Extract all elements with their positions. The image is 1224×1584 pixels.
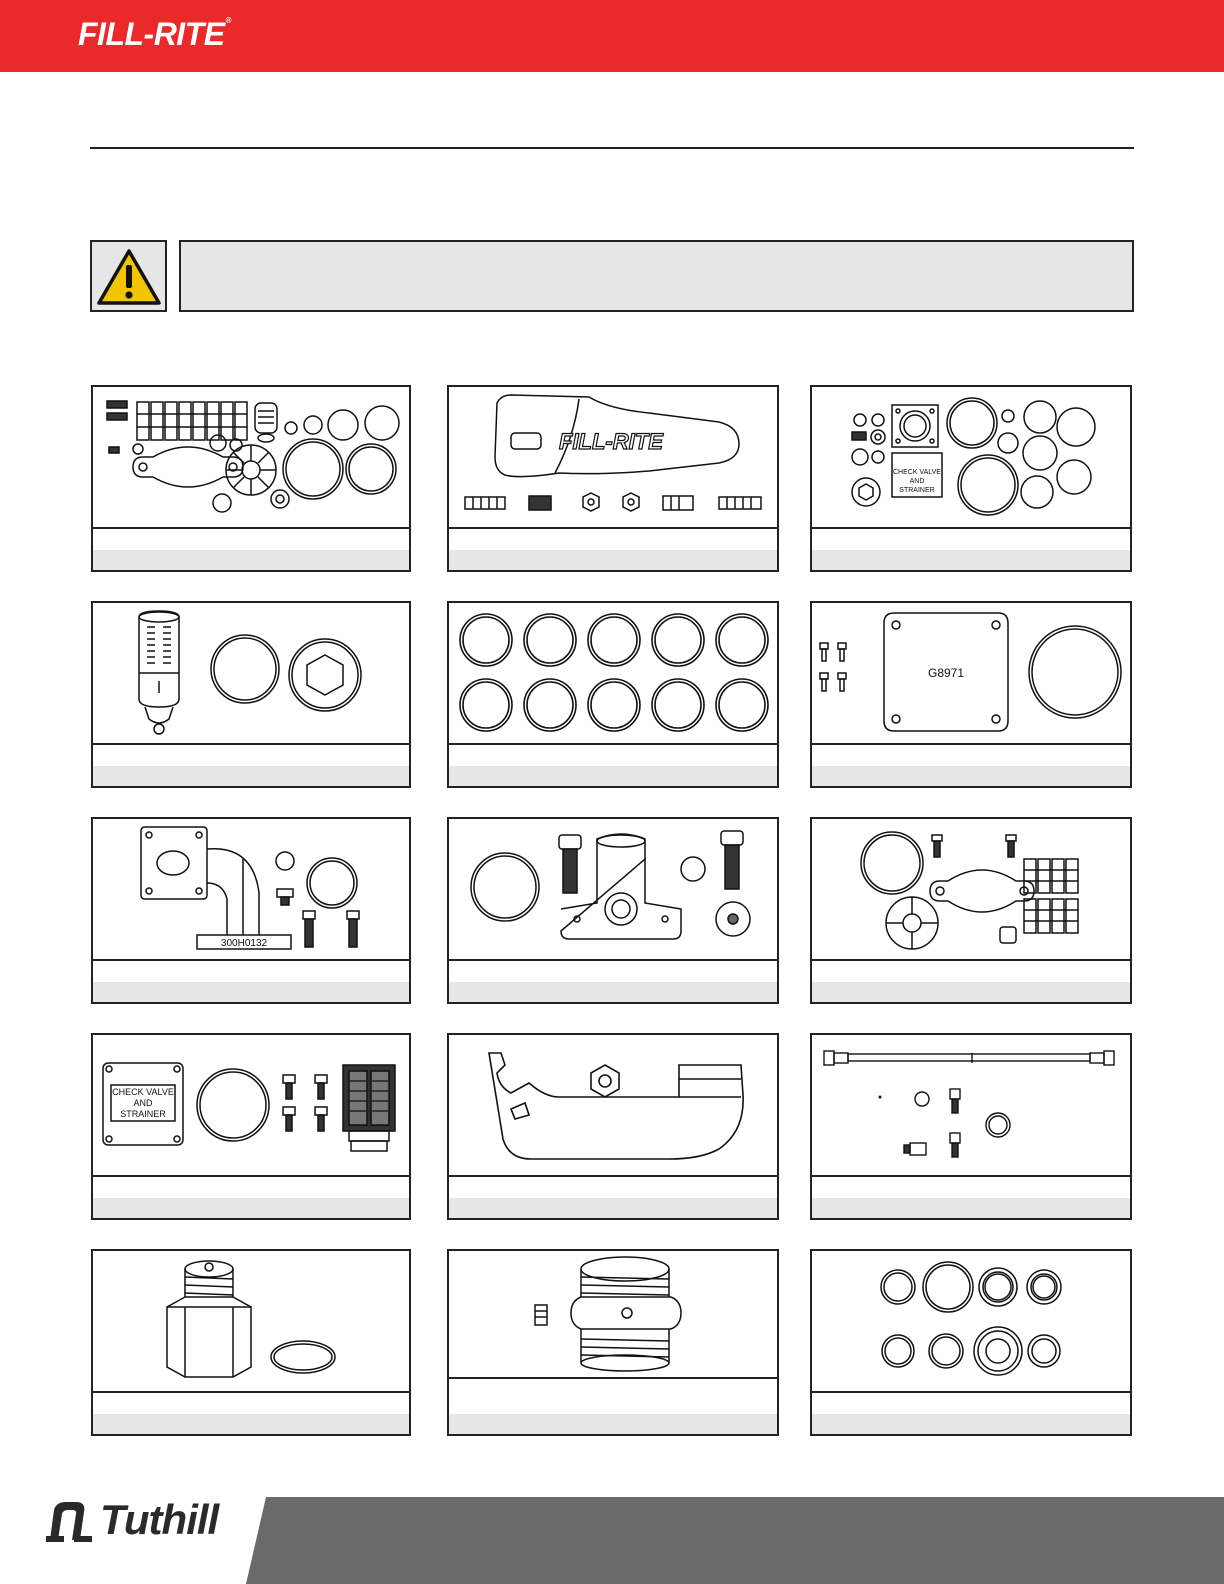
- svg-text:CHECK VALVE: CHECK VALVE: [893, 469, 941, 476]
- header-bar: [0, 0, 1224, 72]
- kit-card: [447, 601, 779, 788]
- svg-text:STRAINER: STRAINER: [120, 1109, 166, 1119]
- fill-rite-logo: FILL-RITE®: [78, 16, 231, 52]
- kit-card: [810, 817, 1132, 1004]
- kit-illustration: [812, 1035, 1130, 1177]
- svg-text:FILL-RITE: FILL-RITE: [559, 429, 663, 454]
- svg-text:300H0132: 300H0132: [220, 938, 268, 949]
- svg-text:G8971: G8971: [927, 666, 965, 680]
- kit-illustration: [93, 819, 409, 961]
- kit-caption: [449, 1414, 777, 1434]
- kit-card: [810, 601, 1132, 788]
- kit-card: [91, 385, 411, 572]
- kit-caption: [93, 766, 409, 786]
- kit-card: [447, 817, 779, 1004]
- kit-illustration: [93, 603, 409, 745]
- kit-caption: [449, 550, 777, 570]
- kit-card: [447, 1249, 779, 1436]
- kit-illustration: [812, 1251, 1130, 1393]
- warning-icon-box: [90, 240, 167, 312]
- warning-triangle-icon: [95, 245, 163, 308]
- tuthill-logo: Tuthill: [44, 1496, 218, 1544]
- kit-caption: [812, 550, 1130, 570]
- kit-caption: [93, 1198, 409, 1218]
- kit-caption: [93, 550, 409, 570]
- kit-card: [810, 1249, 1132, 1436]
- kit-caption: [449, 1198, 777, 1218]
- kit-illustration: [449, 1035, 777, 1177]
- kit-illustration: [449, 819, 777, 961]
- kit-card: [447, 385, 779, 572]
- warning-message: [179, 240, 1134, 312]
- kit-caption: [812, 766, 1130, 786]
- svg-text:AND: AND: [133, 1098, 153, 1108]
- kit-illustration: [812, 603, 1130, 745]
- kit-caption: [93, 982, 409, 1002]
- kit-card: [91, 1249, 411, 1436]
- kit-card: [91, 601, 411, 788]
- kit-illustration: [93, 387, 409, 529]
- kit-caption: [449, 766, 777, 786]
- kit-caption: [449, 982, 777, 1002]
- kit-card: [810, 1033, 1132, 1220]
- svg-text:CHECK VALVE: CHECK VALVE: [112, 1087, 174, 1097]
- kit-caption: [812, 982, 1130, 1002]
- kit-card: [91, 817, 411, 1004]
- kit-caption: [93, 1414, 409, 1434]
- kit-illustration: [93, 1035, 409, 1177]
- kit-card: [810, 385, 1132, 572]
- title-divider: [90, 147, 1134, 149]
- svg-text:AND: AND: [909, 478, 925, 485]
- kit-caption: [812, 1414, 1130, 1434]
- tuthill-mark-icon: [44, 1496, 96, 1544]
- kit-illustration: [449, 387, 777, 529]
- svg-text:STRAINER: STRAINER: [899, 487, 935, 494]
- kit-illustration: [93, 1251, 409, 1393]
- kit-card: [91, 1033, 411, 1220]
- kit-illustration: [812, 387, 1130, 529]
- kit-caption: [812, 1198, 1130, 1218]
- kit-card: [447, 1033, 779, 1220]
- kit-illustration: [812, 819, 1130, 961]
- kit-illustration: [449, 603, 777, 745]
- kit-illustration: [449, 1251, 777, 1379]
